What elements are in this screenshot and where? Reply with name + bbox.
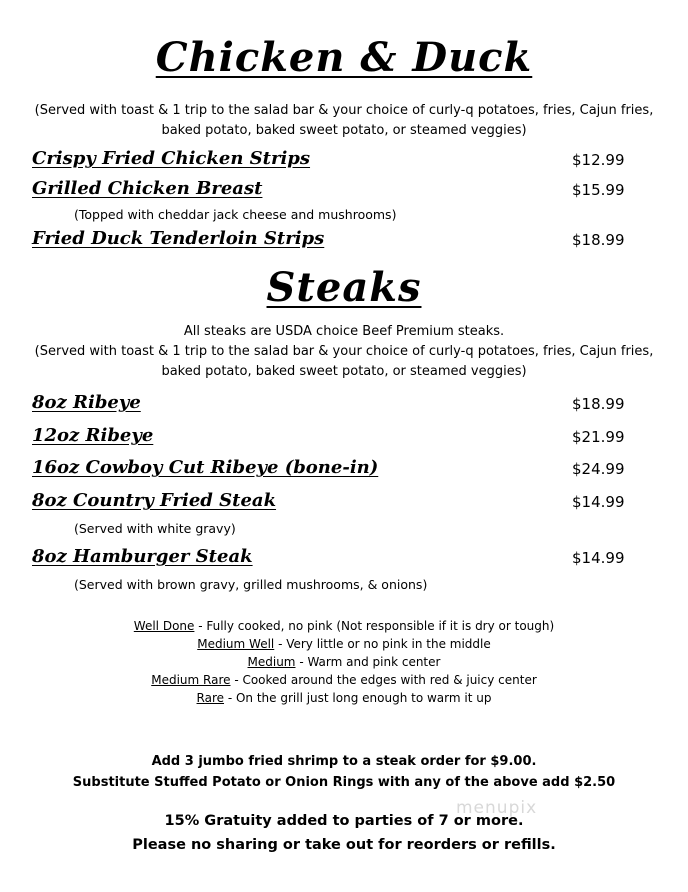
menu-item-price: $24.99 bbox=[572, 460, 625, 478]
doneness-well-done bbox=[0, 619, 688, 633]
menu-item-price: $15.99 bbox=[572, 181, 625, 199]
menu-item-name: 8oz Country Fried Steak bbox=[32, 490, 277, 511]
doneness-term: Medium bbox=[247, 655, 296, 669]
addon-shrimp: Add 3 jumbo fried shrimp to a steak order for $9.00. bbox=[151, 754, 537, 769]
doneness-desc: - Warm and pink center bbox=[295, 655, 441, 669]
doneness-term: Rare bbox=[196, 691, 225, 705]
menu-item-price: $18.99 bbox=[572, 395, 625, 413]
chicken-serving-note: (Served with toast & 1 trip to the salad bar & your choice of curly-q potatoes, fries, Cajun fries, baked potato, baked sweet potato, or steamed veggies) bbox=[34, 103, 654, 138]
addon-substitute: Substitute Stuffed Potato or Onion Rings with any of the above add $2.50 bbox=[72, 775, 616, 790]
steaks-quality-note: All steaks are USDA choice Beef Premium steaks. bbox=[183, 324, 505, 339]
doneness-desc: - Cooked around the edges with red & juicy center bbox=[230, 673, 537, 687]
menu-item-description: (Served with brown gravy, grilled mushrooms, & onions) bbox=[74, 577, 428, 592]
section-title-chicken: Chicken & Duck bbox=[155, 34, 533, 81]
section-title-steaks: Steaks bbox=[266, 264, 422, 311]
menu-item-name: 8oz Ribeye bbox=[32, 392, 141, 413]
menu-item-price: $21.99 bbox=[572, 428, 625, 446]
sharing-policy-note: Please no sharing or take out for reorders or refills. bbox=[132, 837, 556, 853]
gratuity-note: 15% Gratuity added to parties of 7 or more. bbox=[164, 813, 524, 829]
menu-item-name: 16oz Cowboy Cut Ribeye (bone-in) bbox=[32, 457, 379, 478]
menu-item-price: $14.99 bbox=[572, 549, 625, 567]
menu-item-name: Crispy Fried Chicken Strips bbox=[32, 148, 311, 169]
steaks-serving-note: (Served with toast & 1 trip to the salad bar & your choice of curly-q potatoes, fries, Cajun fries, baked potato, baked sweet potato, or steamed veggies) bbox=[34, 344, 654, 379]
doneness-term: Well Done bbox=[133, 619, 195, 633]
menu-item-name: 8oz Hamburger Steak bbox=[32, 546, 253, 567]
doneness-desc: - Fully cooked, no pink (Not responsible if it is dry or tough) bbox=[194, 619, 555, 633]
menu-item-price: $12.99 bbox=[572, 151, 625, 169]
doneness-medium-rare bbox=[0, 673, 688, 687]
doneness-desc: - Very little or no pink in the middle bbox=[274, 637, 491, 651]
menu-item-description: (Served with white gravy) bbox=[74, 521, 236, 536]
doneness-medium bbox=[0, 655, 688, 669]
menu-item-name: Fried Duck Tenderloin Strips bbox=[32, 228, 325, 249]
doneness-rare bbox=[0, 691, 688, 705]
menu-item-price: $14.99 bbox=[572, 493, 625, 511]
doneness-medium-well bbox=[0, 637, 688, 651]
menu-item-description: (Topped with cheddar jack cheese and mushrooms) bbox=[74, 207, 397, 222]
menu-item-name: 12oz Ribeye bbox=[32, 425, 154, 446]
doneness-desc: - On the grill just long enough to warm it up bbox=[224, 691, 492, 705]
doneness-term: Medium Well bbox=[197, 637, 275, 651]
doneness-term: Medium Rare bbox=[151, 673, 231, 687]
menu-item-name: Grilled Chicken Breast bbox=[32, 178, 263, 199]
watermark: menupix bbox=[456, 798, 538, 818]
menu-item-price: $18.99 bbox=[572, 231, 625, 249]
